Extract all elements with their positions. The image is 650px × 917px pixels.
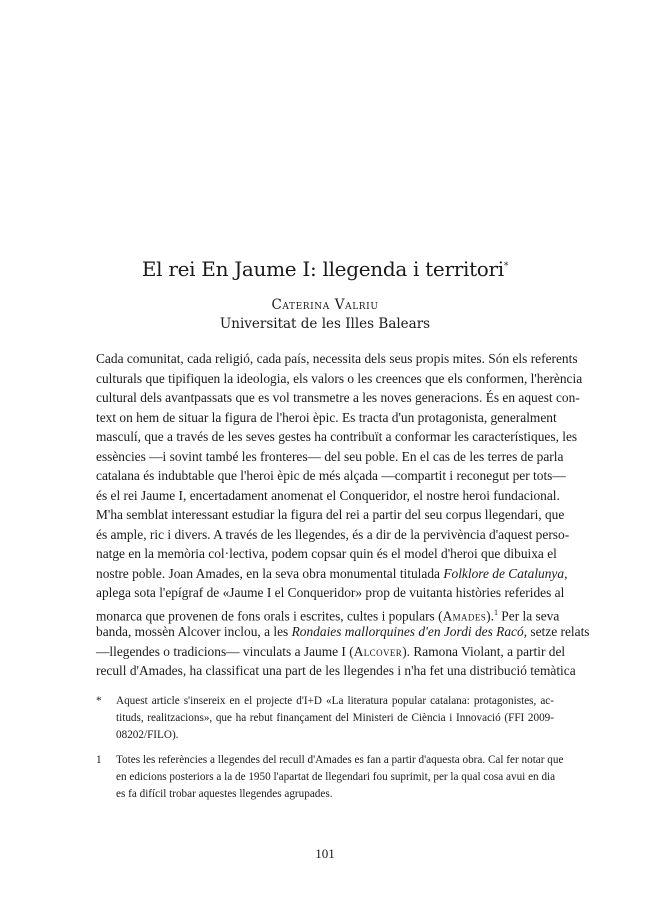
text-run: , setze relats: [523, 624, 590, 639]
body-line: [96, 486, 560, 506]
body-line: [96, 525, 570, 545]
body-line: [96, 505, 565, 525]
footnote-line: es fa difícil trobar aquestes llegendes agrupades.: [116, 788, 333, 800]
body-line: [96, 408, 557, 428]
footnote-line: en edicions posteriors a la de 1950 l'apartat de llegendari fou suprimit, per la qual cosa avui en dia: [116, 771, 556, 783]
text-run: aplega sota l'epígraf de «Jaume I el Conqueridor» prop de vuitanta històries referides al: [96, 585, 565, 600]
body-line: [96, 564, 568, 584]
body-line: [96, 427, 578, 447]
article-title: [96, 257, 554, 281]
text-run: M'ha semblat interessant estudiar la figura del rei a partir del seu corpus llegendari, que: [96, 507, 565, 522]
title-footnote-marker: *: [503, 261, 509, 272]
author-affiliation: Universitat de les Illes Balears: [219, 316, 431, 332]
text-run: Amades: [442, 607, 487, 623]
text-run: essències —i sovint també les fronteres— del seu poble. En el cas de les terres de parla: [96, 448, 564, 464]
text-run: banda, mossèn Alcover inclou, a les: [96, 624, 292, 639]
page-number: 101: [315, 846, 335, 861]
body-text: [96, 349, 590, 681]
footnote-marker: 1: [96, 754, 102, 766]
text-run: natge en la memòria col·lectiva, podem copsar quin és el model d'heroi que dibuixa el: [96, 546, 557, 561]
body-line: [96, 603, 560, 623]
text-run: —llegendes o tradicions— vinculats a Jaume I (: [96, 643, 354, 659]
text-run: és el rei Jaume I, encertadament anomenat el Conqueridor, el nostre heroi fundacional.: [96, 487, 560, 503]
text-run: Per la seva: [497, 607, 560, 623]
text-run: Alcover: [353, 643, 403, 659]
text-run: recull d'Amades, ha classificat una part de les llegendes i n'ha fet una distribució temàtica: [96, 663, 576, 678]
footnote: [96, 752, 564, 803]
footnote-marker: *: [96, 695, 102, 707]
footnote-reference: 1: [493, 607, 498, 617]
footnote-line: 08202/FILO).: [116, 729, 179, 741]
body-line: [96, 388, 580, 408]
text-run: catalana és indubtable que l'heroi èpic de més alçada —compartit i reconegut per tots—: [96, 468, 566, 483]
text-run: Folklore de Catalunya: [443, 565, 565, 581]
body-line: [96, 544, 557, 564]
text-run: monarca que provenen de fons orals i escrites, cultes i populars (: [96, 607, 443, 623]
text-run: Rondaies mallorquines d'en Jordi des Racó: [291, 624, 524, 639]
footnote: [96, 693, 554, 744]
title-text: El rei En Jaume I: llegenda i territori: [141, 257, 504, 281]
text-run: ,: [564, 565, 568, 581]
author-name: Caterina Valriu: [271, 297, 379, 313]
footnote-line: tituds, realitzacions», que ha rebut finançament del Ministeri de Ciència i Innovació (FFI 2009-: [116, 712, 554, 724]
body-line: [96, 583, 565, 603]
body-line: [96, 622, 590, 642]
body-line: [96, 369, 583, 389]
text-run: cultural dels avantpassats que es vol transmetre a les noves generacions. És en aquest con-: [96, 390, 580, 405]
text-run: és ample, ric i divers. A través de les llegendes, és a dir de la pervivència d'aquest perso-: [96, 526, 570, 542]
text-run: Cada comunitat, cada religió, cada país, necessita dels seus propis mites. Són els referents: [96, 351, 578, 366]
body-line: [96, 642, 566, 662]
body-line: [96, 661, 576, 681]
footnote-line: Aquest article s'insereix en el projecte d'I+D «La literatura popular catalana: protagonistes, ac-: [116, 695, 554, 707]
body-line: [96, 447, 564, 467]
footnote-line: Totes les referències a llegendes del recull d'Amades es fan a partir d'aquesta obra. Cal fer notar que: [116, 754, 564, 766]
text-run: nostre poble. Joan Amades, en la seva obra monumental titulada: [96, 565, 444, 581]
body-line: [96, 349, 578, 369]
text-run: culturals que tipifiquen la ideologia, els valors o les creences que els conformen, l'herència: [96, 370, 583, 386]
text-run: masculí, que a través de les seves gestes ha contribuït a conformar les característiques, les: [96, 429, 578, 444]
body-line: [96, 466, 566, 486]
text-run: ).: [486, 607, 494, 623]
text-run: ). Ramona Violant, a partir del: [402, 643, 566, 659]
footnotes: [96, 693, 564, 811]
text-run: text on hem de situar la figura de l'heroi èpic. Es tracta d'un protagonista, generalment: [96, 409, 557, 425]
